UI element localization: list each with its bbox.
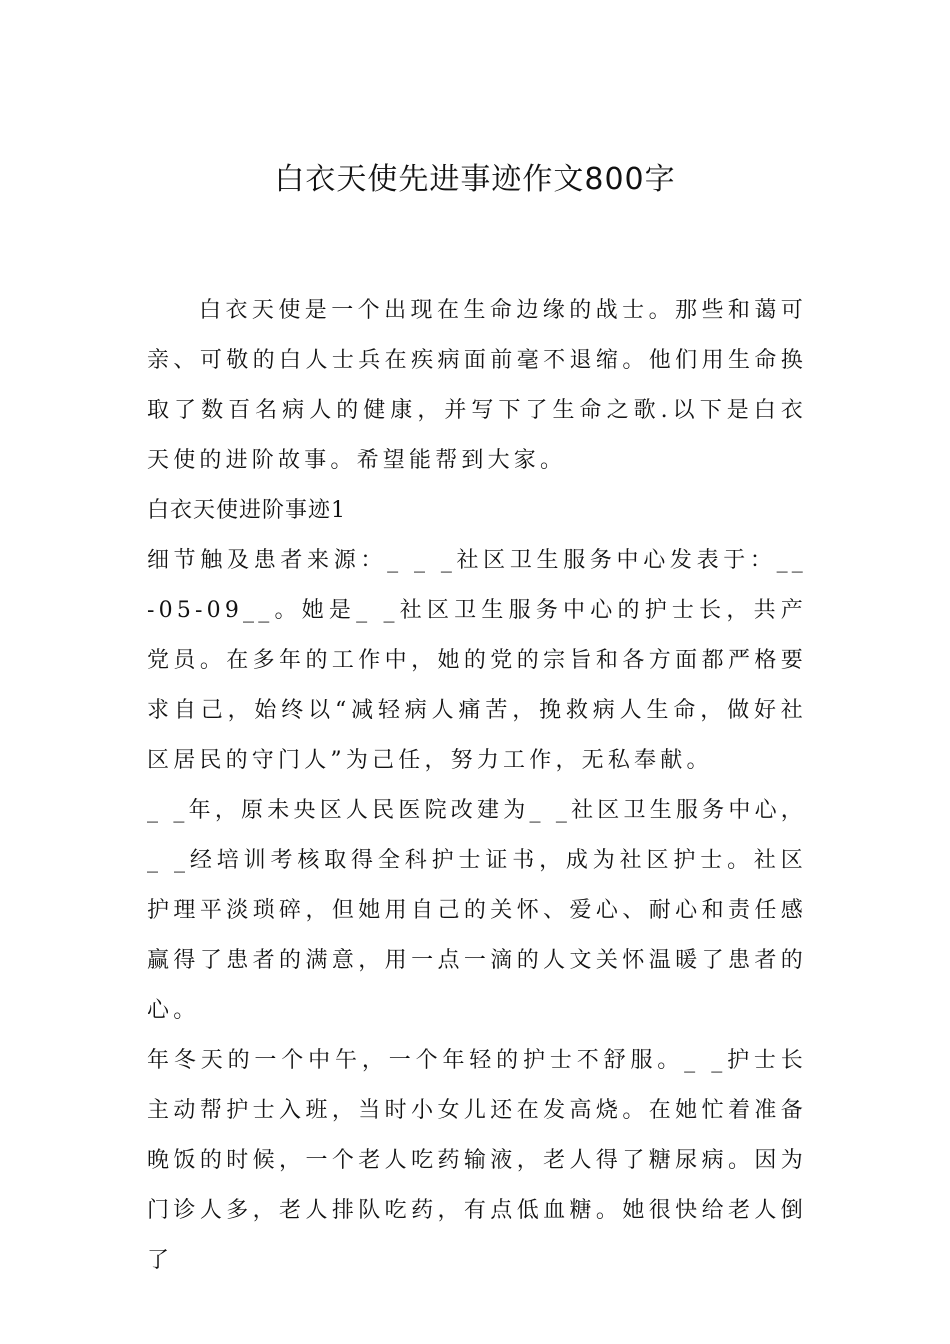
intro-paragraph: 白衣天使是一个出现在生命边缘的战士。那些和蔼可亲、可敬的白人士兵在疾病面前毫不退缩。他们用生命换取了数百名病人的健康，并写下了生命之歌.以下是白衣天使的进阶故事。希望能帮到大家。 (147, 298, 807, 473)
section-heading: 白衣天使进阶事迹1 (147, 498, 346, 523)
body-paragraph: 细节触及患者来源：_ _ _社区卫生服务中心发表于：__-05-09__。她是_ _社区卫生服务中心的护士长，共产党员。在多年的工作中，她的党的宗旨和各方面都严格要求自己，始终以“减轻病人痛苦，挽救病人生命，做好社区居民的守门人”为己任，努力工作，无私奉献。 (147, 548, 807, 773)
body-paragraph: 年冬天的一个中午，一个年轻的护士不舒服。_ _护士长主动帮护士入班，当时小女儿还在发高烧。在她忙着准备晚饭的时候，一个老人吃药输液，老人得了糖尿病。因为门诊人多，老人排队吃药，有点低血糖。她很快给老人倒了 (147, 1048, 807, 1273)
body-paragraph: _ _年，原未央区人民医院改建为_ _社区卫生服务中心，_ _经培训考核取得全科护士证书，成为社区护士。社区护理平淡琐碎，但她用自己的关怀、爱心、耐心和责任感赢得了患者的满意，用一点一滴的人文关怀温暖了患者的心。 (147, 798, 807, 1023)
document-body (147, 286, 807, 1286)
document-title: 白衣天使先进事迹作文800字 (274, 162, 676, 197)
